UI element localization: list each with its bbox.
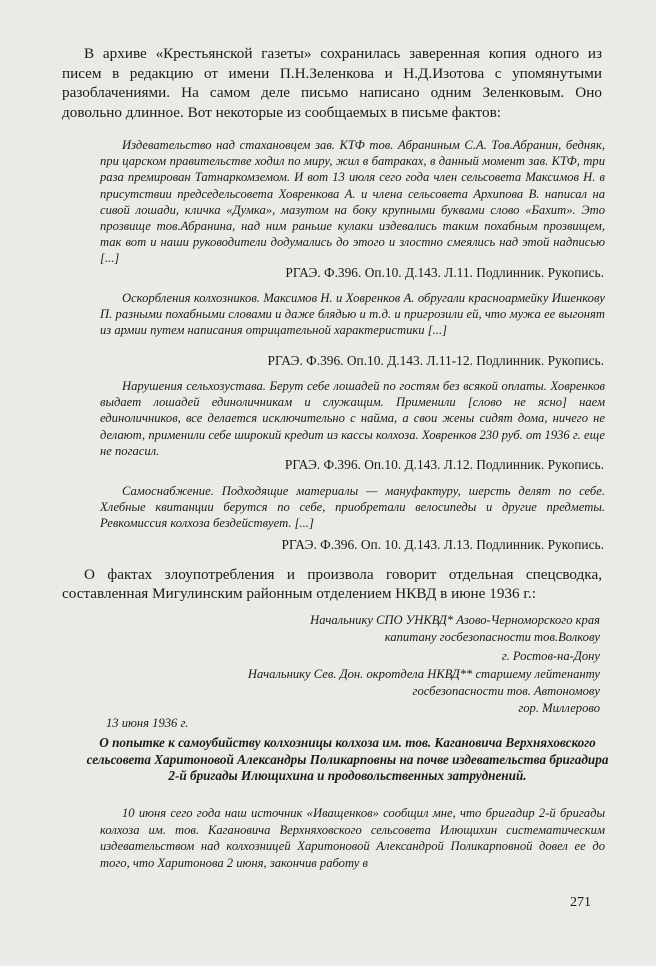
addressee-2-line-1: Начальнику Сев. Дон. окротдела НКВД** старшему лейтенанту	[247, 667, 600, 681]
addressee-1-line-2: капитану госбезопасности тов.Волкову	[384, 629, 600, 644]
quote-3: Нарушения сельхозустава. Берут себе лошадей по гостям без всякой оплаты. Ховренков выдает лошадей единоличникам и служащим. Применили [слово не ясно] наем единоличников, все делается исключительно с найма, а свои жены сидят дома, ничего не делают, применили себе широкий кредит из кассы колхоза. Ховренков 230 руб. от 1936 г. еще не погасил.	[100, 379, 605, 458]
paragraph-2: О фактах злоупотребления и произвола говорит отдельная спецсводка, составленная Мигулинским районным отделением НКВД в июне 1936 г.:	[62, 566, 602, 602]
quote-1: Издевательство над стахановцем зав. КТФ тов. Абраниным С.А. Тов.Абранин, бедняк, при царском правительстве ходил по миру, жил в батраках, в данный момент зав. КТФ, три раза премирован Татнаркомземом. И вот 13 июля сего года член сельсовета Максимов Н. в присутствии председельсовета Ховренкова А. и члена сельсовета Архипова В. написал на сивой лошади, кличка «Думка», мазутом на боку крупными буквами слово «Бахит». Это прозвище тов.Абранина, над ним раньше кулаки издевались таким похабным прозвищем, так вот и наши руководители додумались до этого и злостно смеялись над этой надписью [...]	[100, 138, 605, 266]
document-date: 13 июня 1936 г.	[106, 716, 189, 730]
source-2: РГАЭ. Ф.396. Оп.10. Д.143. Л.11-12. Подлинник. Рукопись.	[267, 353, 604, 368]
addressee-1-city: г. Ростов-на-Дону	[501, 649, 600, 663]
page-number: 271	[570, 895, 591, 910]
source-4: РГАЭ. Ф.396. Оп. 10. Д.143. Л.13. Подлинник. Рукопись.	[281, 537, 604, 552]
addressee-1-line-1: Начальнику СПО УНКВД* Азово-Черноморского края	[310, 613, 600, 627]
report-body: 10 июня сего года наш источник «Иващенков» сообщил мне, что бригадир 2-й бригады колхоза им. тов. Кагановича Верхняховского сельсовета Илющихин систематическим издевательством над колхозницей Харитоновой Александрой Поликарповной довел ее до того, что Харитонова 2 июня, закончив работу в	[100, 806, 605, 870]
addressee-2-city: гор. Миллерово	[518, 701, 600, 715]
source-1: РГАЭ. Ф.396. Оп.10. Д.143. Л.11. Подлинник. Рукопись.	[285, 265, 604, 280]
quote-4: Самоснабжение. Подходящие материалы — мануфактуру, шерсть делят по себе. Хлебные квитанции берутся по себе, приобретали велосипеды и другие предметы. Ревкомиссия колхоза бездействует. [...]	[100, 484, 605, 531]
addressee-2-line-2: госбезопасности тов. Автономову	[412, 683, 600, 698]
addressee-2	[248, 666, 600, 699]
intro-paragraph: В архиве «Крестьянской газеты» сохранилась заверенная копия одного из писем в редакцию от имени П.Н.Зеленкова и Н.Д.Изотова с упомянутыми разоблачениями. На самом деле письмо написано одним Зеленковым. Оно довольно длинное. Вот некоторые из сообщаемых в письме фактов:	[62, 45, 602, 121]
quote-2: Оскорбления колхозников. Максимов Н. и Ховренков А. обругали красноармейку Ишенкову П. разными похабными словами и даже блядью и т.д. и пригрозили ей, что мужа ее выгонят из армии путем написания отрицательной характеристики [...]	[100, 291, 605, 338]
report-title: О попытке к самоубийству колхозницы колхоза им. тов. Кагановича Верхняховского сельсовета Харитоновой Александры Поликарповны на почве издевательства бригадира 2-й бригады Илющихина и продовольственных затруднений.	[86, 735, 609, 784]
addressee-1	[310, 612, 600, 645]
source-3: РГАЭ. Ф.396. Оп.10. Д.143. Л.12. Подлинник. Рукопись.	[284, 457, 604, 472]
